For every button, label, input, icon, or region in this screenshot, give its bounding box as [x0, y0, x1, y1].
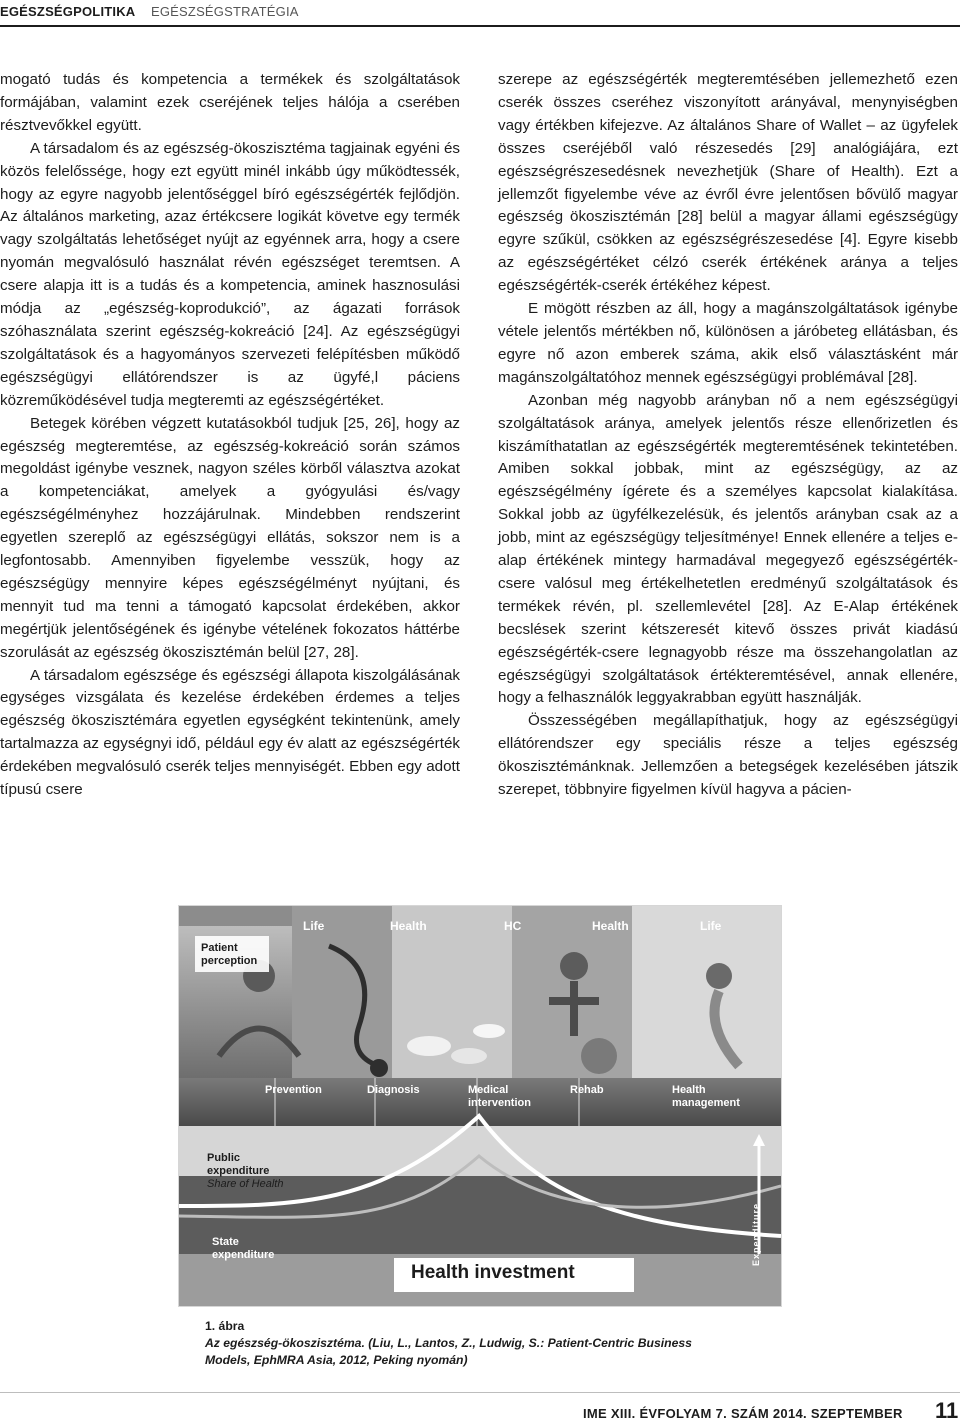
paragraph: A társadalom egészsége és egészségi állapota kiszolgálásának egységes vizsgálata és kezelése érdekében érdemes a teljes egészség ökoszisztémára egyetlen egységként tekintenünk, amely tartalmazza az egységnyi idő, például egy év alatt az egészségérték érdekében megvalósuló cserék teljes mennyiségét. Ebben egy adott típusú csere [0, 666, 460, 799]
figure-caption [205, 1318, 692, 1369]
tag-hc: HC [504, 919, 522, 933]
rehab-head [560, 952, 588, 980]
patient-perception-label: Patient perception [201, 942, 258, 967]
state-expenditure-label: State expenditure [212, 1236, 275, 1261]
stage-rehab: Rehab [570, 1084, 604, 1096]
paragraph: Betegek körében végzett kutatásokból tudjuk [25, 26], hogy az egészség megteremtése, az egészség-kokreáció során számos megoldást igénybe vesznek, nagyon széles körből választva azokat a kompetenciákat, amelyek a gyógyulási és/vagy egészségélményhez hozzájárulnak. Mindebben rendszerint egyetlen szereplő az egészségügyi ellátás, sokszor nem is a legfontosabb. Amennyiben figyelembe vesszük, hogy az egészségügy mennyire képes egészségélményt nyújtani, és mennyit tud ma tenni a támogató kapcsolat érdekében, akkor megértjük jelentőségének és igénybe vételének fokozatos háttérbe szorulását az egészség ökoszisztémán belül [27, 28]. [0, 414, 460, 661]
pill-2 [451, 1048, 487, 1064]
header-section: EGÉSZSÉGPOLITIKA [0, 4, 136, 19]
stethoscope-head [370, 1059, 388, 1077]
tag-life-2: Life [700, 919, 722, 933]
caption-number: 1. ábra [205, 1319, 245, 1333]
health-investment-label: Health investment [411, 1262, 575, 1283]
paragraph: mogató tudás és kompetencia a termékek és szolgáltatások formájában, valamint ezek cseréjének teljes hálója a cserében résztvevőkkel együtt. [0, 71, 460, 134]
rehab-ball [581, 1038, 617, 1074]
expenditure-axis-label: Expenditure [751, 1202, 761, 1266]
share-of-health-label: Share of Health [207, 1178, 284, 1190]
woman-head [706, 963, 732, 989]
stage-health-management: Health management [672, 1084, 740, 1109]
footer-rule [0, 1392, 960, 1393]
page-number: 11 [935, 1398, 959, 1423]
stage-diagnosis: Diagnosis [367, 1084, 420, 1096]
caption-line-2: Models, EphMRA Asia, 2012, Peking nyomán) [205, 1353, 468, 1367]
pill-3 [473, 1024, 505, 1038]
tag-health: Health [390, 919, 427, 933]
public-expenditure-label: Public expenditure [207, 1152, 270, 1177]
tag-life: Life [303, 919, 325, 933]
header-subsection: EGÉSZSÉGSTRATÉGIA [151, 4, 299, 19]
ecosystem-figure [178, 905, 782, 1307]
paragraph: Azonban még nagyobb arányban nő a nem egészségügyi szolgáltatások aránya, amelyek jelentős része ellenőrizetlen és kiszámíthatatlan az egészségérték megteremtésének tekintetében. Amiben sokkal jobbak, mint az egészségügy, az az egészségélmény ígérete és a személyes kapcsolat kialakítása. Sokkal jobb az ügyfélkezelésük, és jelentős arányban csak az a jobb, mint az egészségügy teljesítménye! Ennek ellenére a teljes e-alap értékének mintegy harmadával megegyező egészségérték-csere valósul meg értékelhetetlen eredményű szolgáltatások és termékek révén, pl. szellemlevétel [28]. Az E-Alap értékének becslések szerint kétszeresét kitevő összes privát kiadású egészségérték-csere legnagyobb része ma összehangolatlan az egészségügyi szolgáltatások értékteremtésével, annak ellenére, hogy a felhasználók leggyakrabban együtt használják. [498, 391, 958, 707]
header-rule [0, 25, 960, 27]
caption-line-1: Az egészség-ökoszisztéma. (Liu, L., Lantos, Z., Ludwig, S.: Patient-Centric Business [205, 1336, 692, 1350]
pill-1 [407, 1036, 451, 1056]
journal-footer: IME XIII. ÉVFOLYAM 7. SZÁM 2014. SZEPTEMBER [583, 1406, 903, 1421]
right-column [498, 69, 958, 802]
paragraph: E mögött részben az áll, hogy a magánszolgáltatások igénybe vétele jelentős mértékben nő, különösen a járóbeteg ellátásban, és egyre nő azon emberek száma, akik első választásként már magánszolgáltatóhoz mennek egészségügyi problémával [28]. [498, 300, 958, 386]
stage-medical-intervention: Medical intervention [468, 1084, 531, 1109]
left-column [0, 69, 460, 802]
running-header [0, 0, 960, 26]
tag-health-2: Health [592, 919, 629, 933]
stage-prevention: Prevention [265, 1084, 322, 1096]
paragraph: szerepe az egészségérték megteremtésében jellemezhető ezen cserék összes cseréhez viszonyított arányával, menynyiségben vagy értékben kifejezve. Az általános Share of Wallet – az ügyfelek összes cseréjéből való részesedés [29] analógiájára, ezt egészségrészesedésnek nevezhetjük (Share of Health). Ezt a jellemzőt figyelembe véve az évről évre jelentősen bővülő magyar egészség ökoszisztémán [28] belül a magyar állami egészségügy egyre szűkül, csökken az egészségrészesedése [4]. Egyre kisebb az egészségértéket célzó cserék értékének aránya a teljes egészségérték-cserék értékéhez képest. [498, 71, 958, 295]
paragraph: Összességében megállapíthatjuk, hogy az egészségügyi ellátórendszer egy speciális része a teljes egészség ökoszisztémánknak. Jellemzően a betegségek kezelésében játszik szerepet, többnyire figyelmen kívül hagyva a pácien- [498, 712, 958, 799]
paragraph: A társadalom és az egészség-ökoszisztéma tagjainak egyéni és közös felelőssége, hogy ezt együtt minél inkább úgy működtessék, hogy az egyre nagyobb jelentőséggel bíró egészségérték fejlődjön. Az általános marketing, azaz értékcsere logikát követve egy termék vagy szolgáltatás lehetőséget nyújt az egyénnek arra, hogy a csere nyomán megvalósuló használat révén egészséget teremtsen. A csere alapja itt is a tudás és a kompetencia, aminek hasznosulási módja az „egészség-koprodukció”, az ágazati források szóhasználata szerint egészség-kokreáció [24]. Az egészségügyi szolgáltatások és a hagyományos szervezeti felépítésben működő egészségügyi ellátórendszer is az ügyfé,l páciens közreműködésével tudja megteremti az egészségértéket. [0, 139, 460, 409]
